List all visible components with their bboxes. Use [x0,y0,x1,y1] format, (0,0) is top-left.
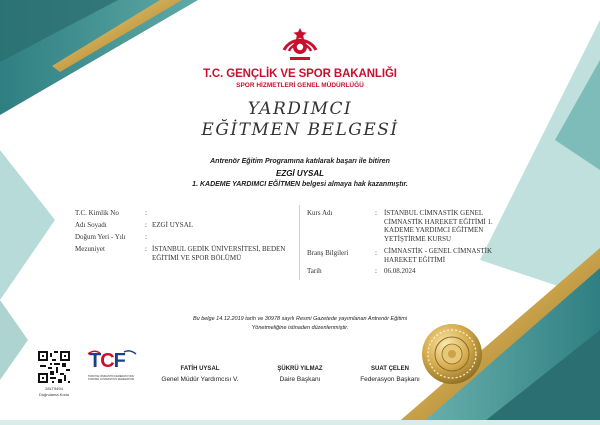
field-colon: : [375,249,377,257]
ministry-subtitle: SPOR HİZMETLERİ GENEL MÜDÜRLÜĞÜ [236,82,364,89]
field-value-branch: CİMNASTİK - GENEL CİMNASTİK HAREKET EĞİTİMİ [384,247,493,264]
field-value-date: 06.08.2024 [384,267,416,275]
certificate-title-line2: EĞİTMEN BELGESİ [201,120,399,140]
legal-note-line2: Yönetmeliğine istinaden düzenlenmiştir. [251,325,349,331]
signatory-name: ŞÜKRÜ YILMAZ [277,366,323,372]
signatory-role: Genel Müdür Yardımcısı V. [161,376,239,383]
signatory-name: FATİH UYSAL [180,366,220,372]
field-value-course: İSTANBUL CİMNASTİK GENEL CİMNASTİK HAREKET EĞİTİMİ 1. KADEME YARDIMCI EĞİTMEN YETİŞTİRME KURSU [384,209,493,243]
ministry-title: T.C. GENÇLİK VE SPOR BAKANLIĞI [203,68,397,80]
ministry-emblem-icon [276,22,324,66]
field-value-graduation: İSTANBUL GEDİK ÜNİVERSİTESİ, BEDEN EĞİTİMİ VE SPOR BÖLÜMÜ [152,245,286,262]
field-colon: : [145,209,147,217]
field-colon: : [375,267,377,275]
tcf-logo-text [89,350,125,373]
federation-logo [86,348,138,386]
intro-text: Antrenör Eğitim Programına katılarak başarı ile bitiren [210,158,390,165]
field-colon: : [145,245,147,253]
recipient-name: EZGİ UYSAL [275,169,324,178]
field-label-course: Kurs Adı [307,209,333,217]
field-label-name: Adı Soyadı [75,221,107,229]
field-label-branch: Branş Bilgileri [307,249,349,257]
field-value-name: EZGİ UYSAL [152,221,194,229]
tcf-logo-letter: T [89,350,101,372]
qr-code-icon [38,351,70,383]
certificate-title-line1: YARDIMCI [247,99,353,119]
field-label-date: Tarih [307,267,322,275]
signature-block [145,366,255,383]
legal-note-line1: Bu belge 14.12.2019 tarih ve 30978 sayılı Resmi Gazetede yayımlanan Antrenör Eğitimi [192,316,408,322]
legal-note [0,315,600,333]
qr-caption: Doğrulama Kodu [38,392,70,397]
tcf-logo-subtext: TÜRKİYE CİMNASTİK FEDERASYONU TURKISH GYMNASTICS FEDERATION [87,375,135,382]
signatory-role: Federasyon Başkanı [360,376,420,383]
field-colon: : [145,221,147,229]
signatory-name: SUAT ÇELEN [371,366,409,372]
column-divider [299,205,300,280]
signature-block [335,366,445,383]
signatory-role: Daire Başkanı [279,376,321,383]
field-colon: : [145,233,147,241]
field-label-tc-no: T.C. Kimlik No [75,209,119,217]
level-statement: 1. KADEME YARDIMCI EĞİTMEN belgesi almaya hak kazanmıştır. [192,181,408,188]
field-label-birth: Doğum Yeri - Yılı [75,233,126,241]
qr-code-text: 28LT9494 [45,386,63,391]
tcf-logo-letter: F [113,350,125,372]
field-label-graduation: Mezuniyet [75,245,105,253]
field-colon: : [375,209,377,217]
tcf-logo-letter: C [100,350,114,372]
